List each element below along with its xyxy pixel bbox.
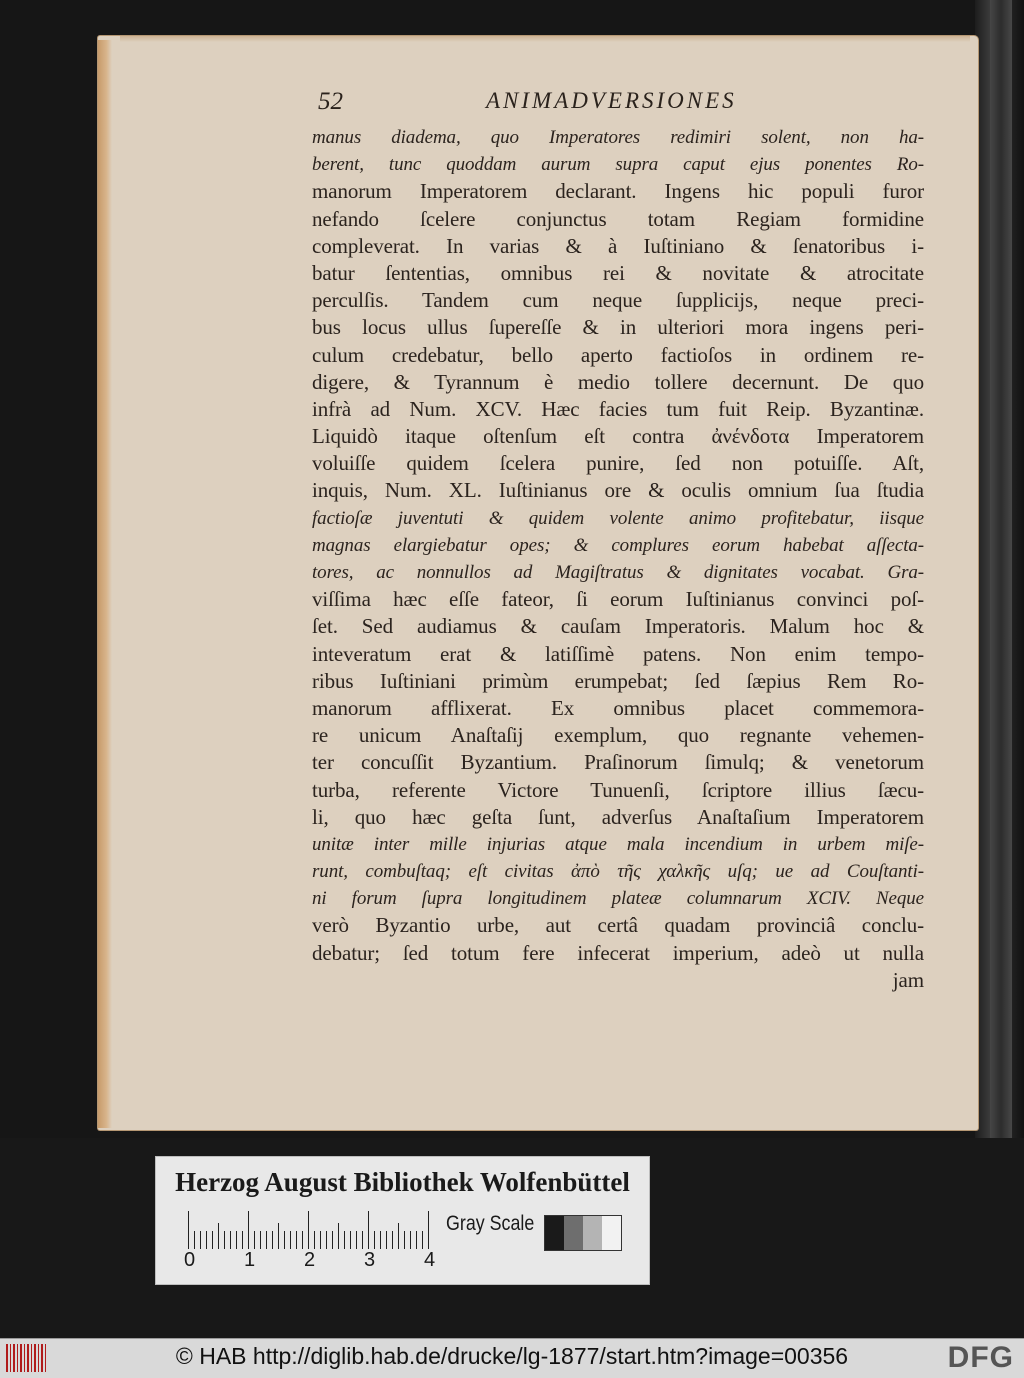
text-line: digere, & Tyrannum è medio tollere decernunt. De quo	[312, 369, 924, 394]
text-line: unitæ inter mille injurias atque mala incendium in urbem miſe-	[312, 833, 924, 855]
text-line: inteveratum erat & latiſſimè patens. Non enim tempo-	[312, 641, 924, 666]
ruler-tick	[428, 1211, 429, 1249]
text-line: turba, referente Victore Tunuenſi, ſcriptore illius ſæcu-	[312, 777, 924, 802]
text-line: verò Byzantio urbe, aut certâ quadam provinciâ conclu-	[312, 913, 924, 938]
ruler-tick	[404, 1231, 405, 1249]
ruler-tick	[362, 1231, 363, 1249]
ruler-tick	[248, 1211, 249, 1249]
ruler-tick	[224, 1231, 225, 1249]
text-line: factioſæ juventuti & quidem volente animo profitebatur, iisque	[312, 507, 924, 529]
page-number: 52	[318, 88, 343, 115]
ruler-tick	[296, 1231, 297, 1249]
color-calibration-card	[155, 1156, 650, 1285]
text-line: inquis, Num. XL. Iuſtinianus ore & oculis omnium ſua ſtudia	[312, 478, 924, 503]
gray-scale-label: Gray Scale	[446, 1212, 535, 1235]
ruler-tick	[206, 1231, 207, 1249]
library-name: Herzog August Bibliothek Wolfenbüttel	[175, 1167, 630, 1197]
text-line: nefando ſcelere conjunctus totam Regiam formidine	[312, 206, 924, 231]
ruler-tick	[230, 1231, 231, 1249]
ruler-tick	[260, 1231, 261, 1249]
text-line: berent, tunc quoddam aurum supra caput ejus ponentes Ro-	[312, 154, 924, 176]
ruler-tick	[392, 1231, 393, 1249]
gray-swatch	[583, 1216, 602, 1250]
ruler-number: 1	[244, 1249, 256, 1271]
text-line: ribus Iuſtiniani primùm erumpebat; ſed ſæpius Rem Ro-	[312, 668, 924, 693]
ruler-tick	[344, 1231, 345, 1249]
ruler-tick	[386, 1231, 387, 1249]
page-fore-edge	[98, 40, 112, 1128]
text-line: magnas elargiebatur opes; & complures eorum habebat aſſecta-	[312, 534, 924, 556]
ruler-number: 4	[424, 1249, 436, 1271]
text-line: culum credebatur, bello aperto factioſos in ordinem re-	[312, 342, 924, 367]
ruler-tick	[398, 1223, 399, 1249]
gray-scale-swatches	[544, 1215, 622, 1251]
ruler-tick	[416, 1231, 417, 1249]
text-line: infrà ad Num. XCV. Hæc facies tum fuit Reip. Byzantinæ.	[312, 396, 924, 421]
ruler-tick	[242, 1231, 243, 1249]
ruler-tick	[326, 1231, 327, 1249]
ruler-tick	[338, 1223, 339, 1249]
ruler-tick	[236, 1231, 237, 1249]
text-line: re unicum Anaſtaſij exemplum, quo regnante vehemen-	[312, 723, 924, 748]
ruler-tick	[356, 1231, 357, 1249]
ruler-tick	[194, 1231, 195, 1249]
ruler-tick	[188, 1211, 189, 1249]
credit-url[interactable]: © HAB http://diglib.hab.de/drucke/lg-1877/start.htm?image=00356	[175, 1343, 849, 1369]
ruler-tick	[374, 1231, 375, 1249]
ruler-scale	[188, 1209, 438, 1249]
ruler-tick	[410, 1231, 411, 1249]
ruler-tick	[422, 1231, 423, 1249]
text-line: batur ſententias, omnibus rei & novitate & atrocitate	[312, 260, 924, 285]
dfg-logo: DFG	[947, 1341, 1014, 1374]
text-line: manorum afflixerat. Ex omnibus placet commemora-	[312, 695, 924, 720]
page-header	[318, 88, 918, 120]
gray-swatch	[602, 1216, 621, 1250]
ruler-tick	[266, 1231, 267, 1249]
text-line: viſſima hæc eſſe fateor, ſi eorum Iuſtinianus convinci poſ-	[312, 587, 924, 612]
ruler-tick	[290, 1231, 291, 1249]
text-line: compleverat. In varias & à Iuſtiniano & ſenatoribus i-	[312, 233, 924, 258]
ruler-tick	[350, 1231, 351, 1249]
ruler-number: 2	[304, 1249, 316, 1271]
page-body-text	[312, 124, 924, 994]
text-line: voluiſſe quidem ſcelera punire, ſed non potuiſſe. Aſt,	[312, 451, 924, 476]
gray-swatch	[545, 1216, 564, 1250]
ruler-tick	[368, 1211, 369, 1249]
ruler-tick	[320, 1231, 321, 1249]
text-line: ni forum ſupra longitudinem plateæ columnarum XCIV. Neque	[312, 888, 924, 910]
ruler-tick	[314, 1231, 315, 1249]
gray-swatch	[564, 1216, 583, 1250]
viewer-footer	[0, 1338, 1024, 1378]
text-line: tores, ac nonnullos ad Magiſtratus & dignitates vocabat. Gra-	[312, 562, 924, 583]
catchword: jam	[892, 967, 924, 992]
running-head: ANIMADVERSIONES	[486, 88, 737, 113]
ruler-tick	[272, 1231, 273, 1249]
text-line: manorum Imperatorem declarant. Ingens hic populi furor	[312, 179, 924, 204]
text-line: bus locus ullus ſupereſſe & in ulteriori mora ingens peri-	[312, 315, 924, 340]
ruler-tick	[332, 1231, 333, 1249]
text-line: ſet. Sed audiamus & cauſam Imperatoris. Malum hoc &	[312, 614, 924, 639]
text-line: debatur; ſed totum fere infecerat imperium, adeò ut nulla	[312, 940, 924, 965]
ruler-tick	[254, 1231, 255, 1249]
text-line: Liquidò itaque oſtenſum eſt contra ἀνένδοτα Imperatorem	[312, 424, 924, 449]
text-line: runt, combuſtaq; eſt civitas ἀπὸ τῆς χαλκῆς uſq; ue ad Couſtanti-	[312, 861, 924, 883]
text-line: perculſis. Tandem cum neque ſupplicijs, neque preci-	[312, 288, 924, 313]
ruler-tick	[200, 1231, 201, 1249]
ruler-number: 3	[364, 1249, 376, 1271]
ruler-tick	[380, 1231, 381, 1249]
ruler-tick	[212, 1231, 213, 1249]
ruler-tick	[278, 1223, 279, 1249]
ruler-tick	[284, 1231, 285, 1249]
page-top-edge	[120, 36, 970, 42]
text-line: li, quo hæc geſta ſunt, adverſus Anaſtaſium Imperatorem	[312, 804, 924, 829]
ruler-tick	[302, 1231, 303, 1249]
text-line: manus diadema, quo Imperatores redimiri solent, non ha-	[312, 127, 924, 148]
text-line: ter concuſſit Byzantium. Praſinorum ſimulq; & venetorum	[312, 750, 924, 775]
ruler-tick	[218, 1223, 219, 1249]
ruler-tick	[308, 1211, 309, 1249]
ruler-number: 0	[184, 1249, 196, 1271]
